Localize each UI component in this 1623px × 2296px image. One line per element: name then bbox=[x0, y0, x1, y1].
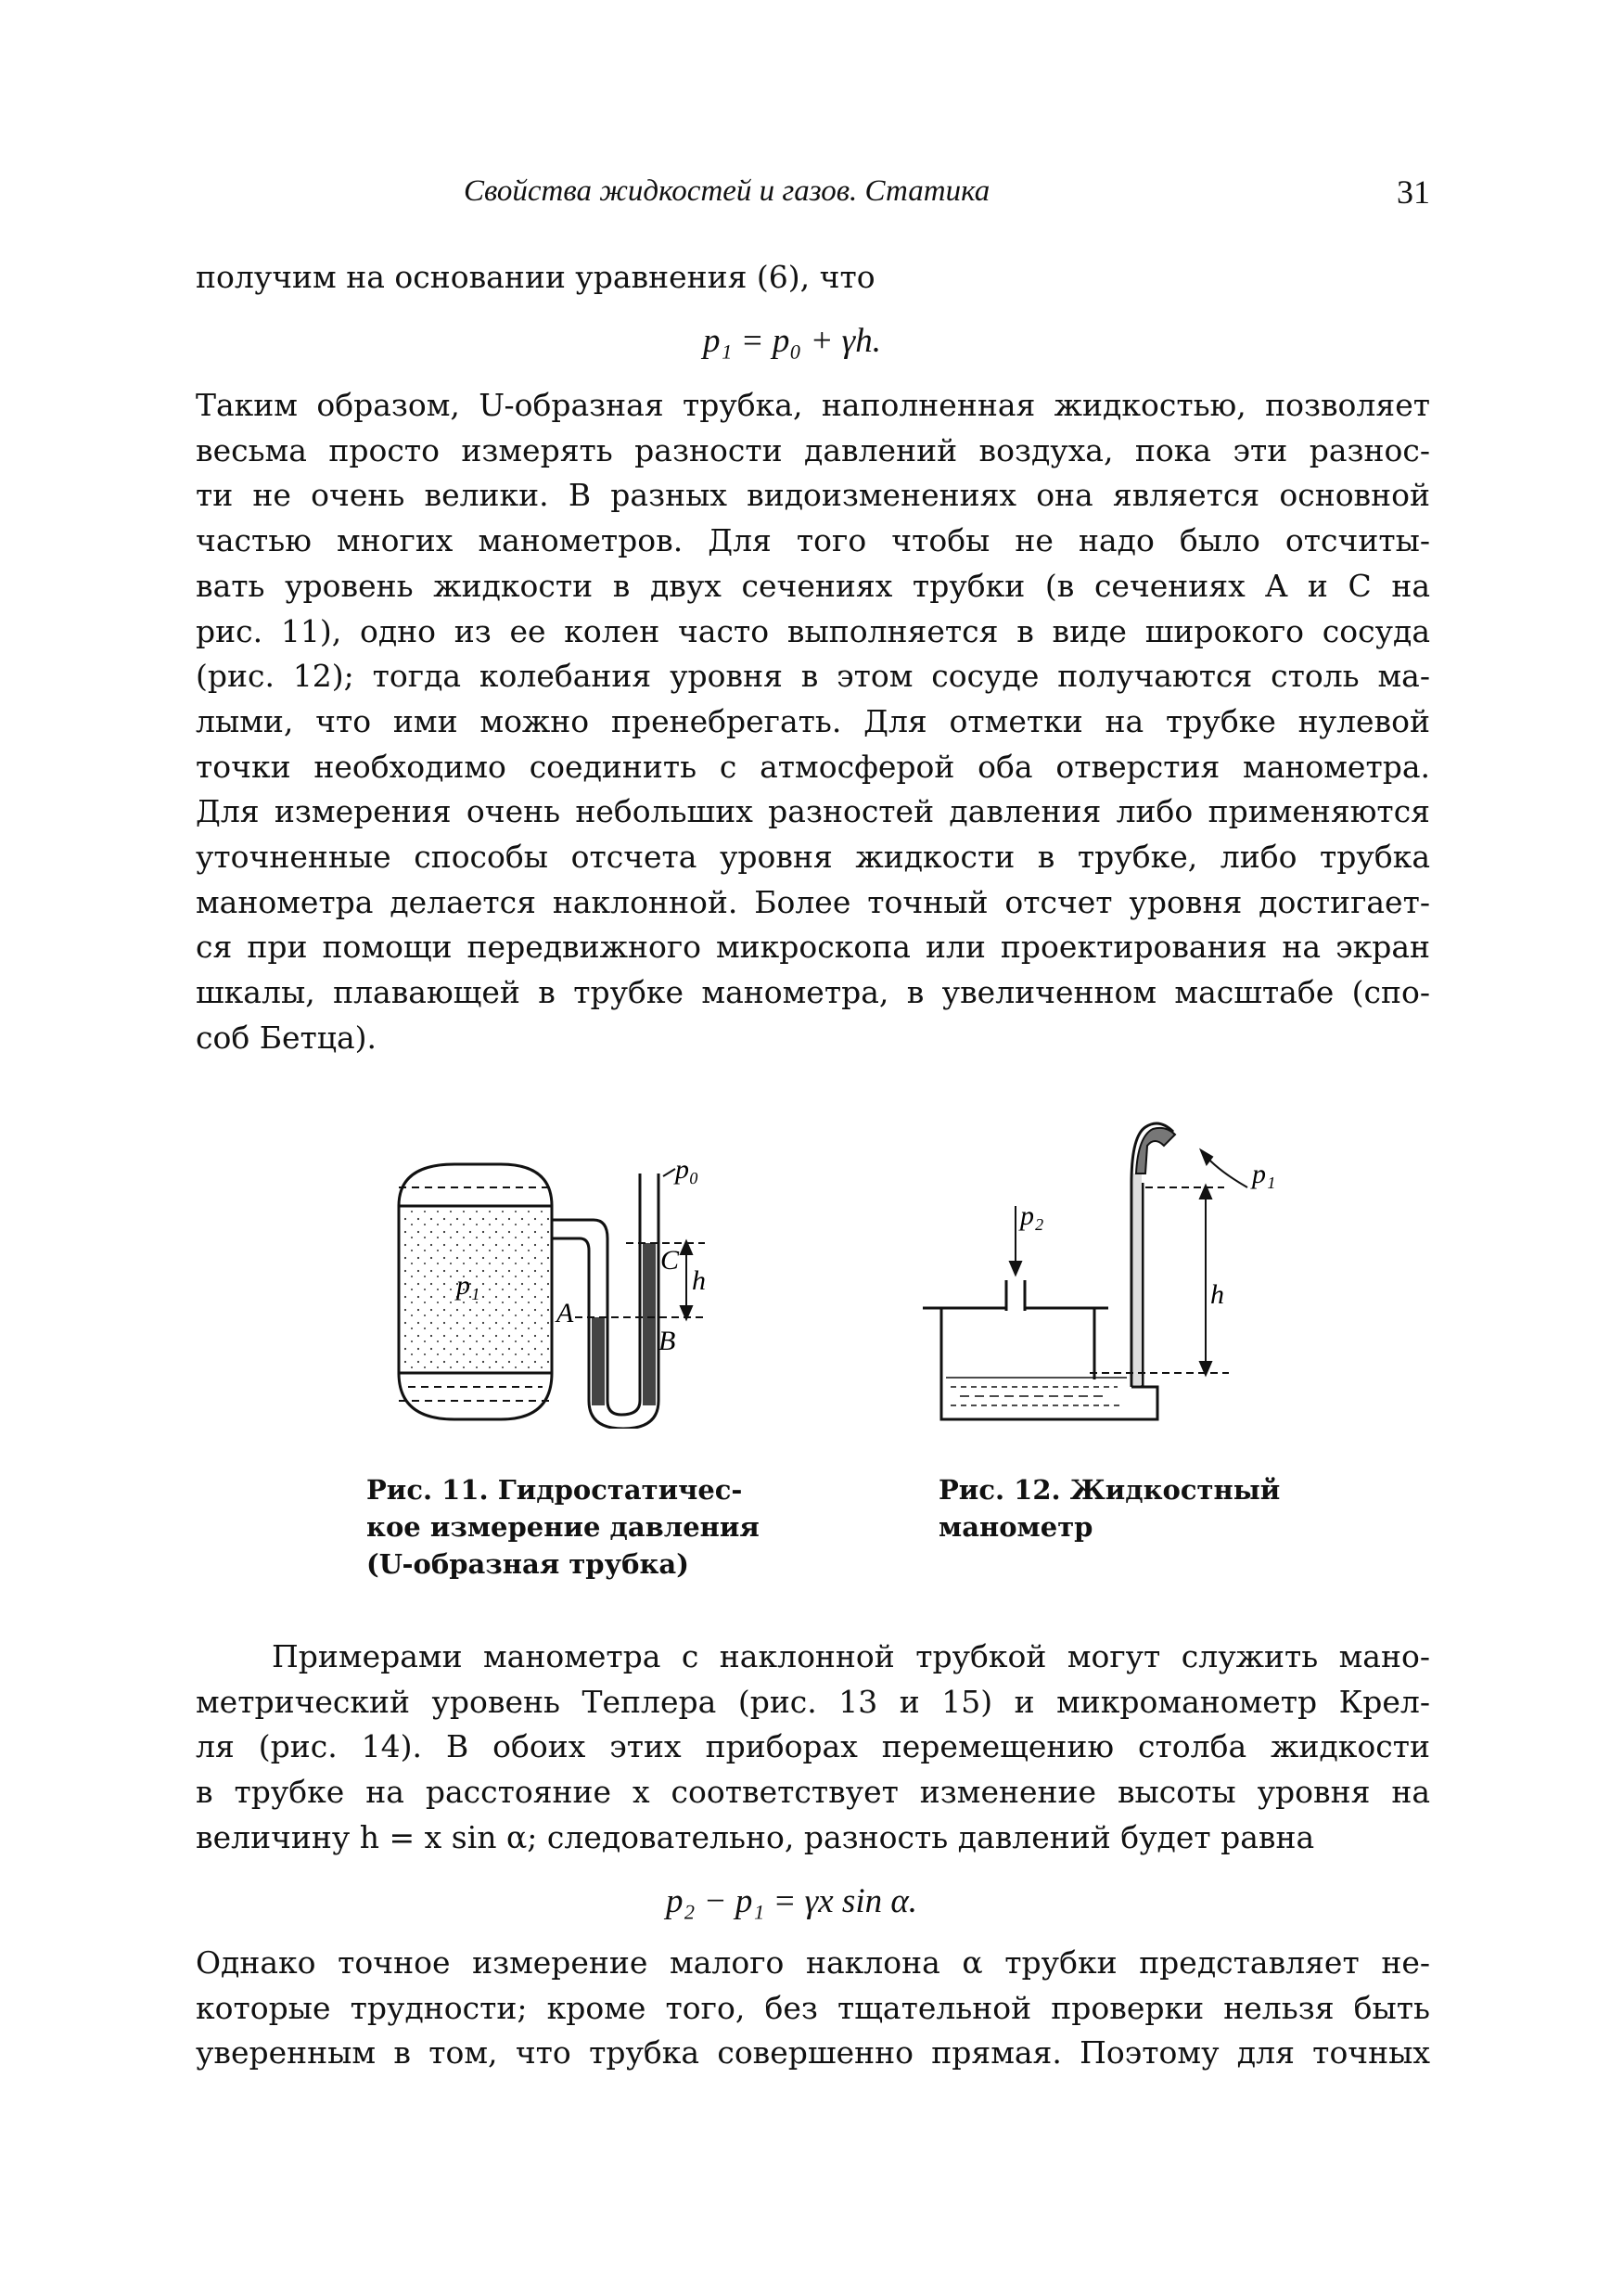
text-line: частью многих манометров. Для того чтобы не надо было отсчиты- bbox=[196, 522, 1430, 559]
text-line: вать уровень жидкости в двух сечениях трубки (в сечениях A и C на bbox=[196, 567, 1430, 604]
caption-line: Рис. 12. Жидкостный bbox=[939, 1474, 1281, 1506]
paragraph-3 bbox=[196, 1941, 1430, 2076]
text-line: получим на основании уравнения (6), что bbox=[196, 259, 875, 295]
text-line: в трубке на расстояние x соответствует изменение высоты уровня на bbox=[196, 1774, 1430, 1811]
label-p0: p₀ bbox=[675, 1154, 699, 1185]
paragraph-1 bbox=[196, 383, 1430, 1061]
text-line: величину h = x sin α; следовательно, разность давлений будет равна bbox=[196, 1818, 1315, 1855]
intro-line bbox=[196, 255, 1430, 301]
text-line: ля (рис. 14). В обоих этих приборах перемещению столба жидкости bbox=[196, 1728, 1430, 1765]
text-line: (рис. 12); тогда колебания уровня в этом сосуде получаются столь ма- bbox=[196, 658, 1430, 695]
caption-line: манометр bbox=[939, 1511, 1093, 1543]
label-h: h bbox=[1210, 1279, 1224, 1310]
text-line: шкалы, плавающей в трубке манометра, в увеличенном масштабе (спо- bbox=[196, 974, 1430, 1011]
figure-11-caption bbox=[366, 1471, 760, 1583]
label-p1: p₁ bbox=[456, 1270, 480, 1301]
equation-1: p₁ = p₀ + γh. bbox=[703, 322, 881, 360]
caption-line: Рис. 11. Гидростатичес- bbox=[366, 1474, 743, 1506]
figure-11-diagram bbox=[390, 1150, 760, 1429]
text-line: уверенным в том, что трубка совершенно прямая. Поэтому для точных bbox=[196, 2034, 1430, 2072]
text-line: Таким образом, U-образная трубка, наполненная жидкостью, позволяет bbox=[196, 387, 1430, 423]
text-line: рис. 11), одно из ее колен часто выполняется в виде широкого сосуда bbox=[196, 612, 1430, 649]
text-line: весьма просто измерять разности давлений воздуха, пока эти разнос- bbox=[196, 431, 1430, 468]
text-line: соб Бетца). bbox=[196, 1019, 377, 1056]
label-h: h bbox=[692, 1265, 706, 1296]
figure-12-caption bbox=[939, 1471, 1280, 1546]
text-line: которые трудности; кроме того, без тщательной проверки нельзя быть bbox=[196, 1989, 1430, 2026]
text-line: ся при помощи передвижного микроскопа или проектирования на экран bbox=[196, 929, 1430, 966]
text-line: лыми, что ими можно пренебрегать. Для отметки на трубке нулевой bbox=[196, 702, 1430, 739]
running-title: Свойства жидкостей и газов. Статика bbox=[464, 174, 990, 208]
caption-line: кое измерение давления bbox=[366, 1511, 760, 1543]
text-line: Однако точное измерение малого наклона α трубки представляет не- bbox=[196, 1944, 1430, 1981]
reservoir bbox=[923, 1280, 1157, 1419]
label-p1: p₁ bbox=[1252, 1159, 1276, 1189]
text-line: метрический уровень Теплера (рис. 13 и 15) и микроманометр Крел- bbox=[196, 1683, 1430, 1720]
equation-2: p₂ − p₁ = γx sin α. bbox=[666, 1882, 918, 1920]
page-number: 31 bbox=[1397, 173, 1430, 211]
label-p2: p₂ bbox=[1020, 1200, 1044, 1231]
text-line: Примерами манометра с наклонной трубкой могут служить мано- bbox=[272, 1638, 1430, 1674]
paragraph-2 bbox=[196, 1635, 1430, 1861]
text-line: Для измерения очень небольших разностей давления либо применяются bbox=[196, 793, 1430, 830]
caption-line: (U-образная трубка) bbox=[366, 1548, 689, 1580]
label-B: B bbox=[658, 1326, 676, 1356]
text-line: уточненные способы отсчета уровня жидкости в трубке, либо трубка bbox=[196, 839, 1430, 876]
label-C: C bbox=[660, 1245, 680, 1276]
text-line: ти не очень велики. В разных видоизменениях она является основной bbox=[196, 477, 1430, 514]
text-line: манометра делается наклонной. Более точный отсчет уровня достигает- bbox=[196, 883, 1430, 920]
figure-12-diagram bbox=[923, 1109, 1312, 1429]
label-A: A bbox=[556, 1298, 574, 1328]
text-line: точки необходимо соединить с атмосферой оба отверстия манометра. bbox=[196, 748, 1430, 785]
